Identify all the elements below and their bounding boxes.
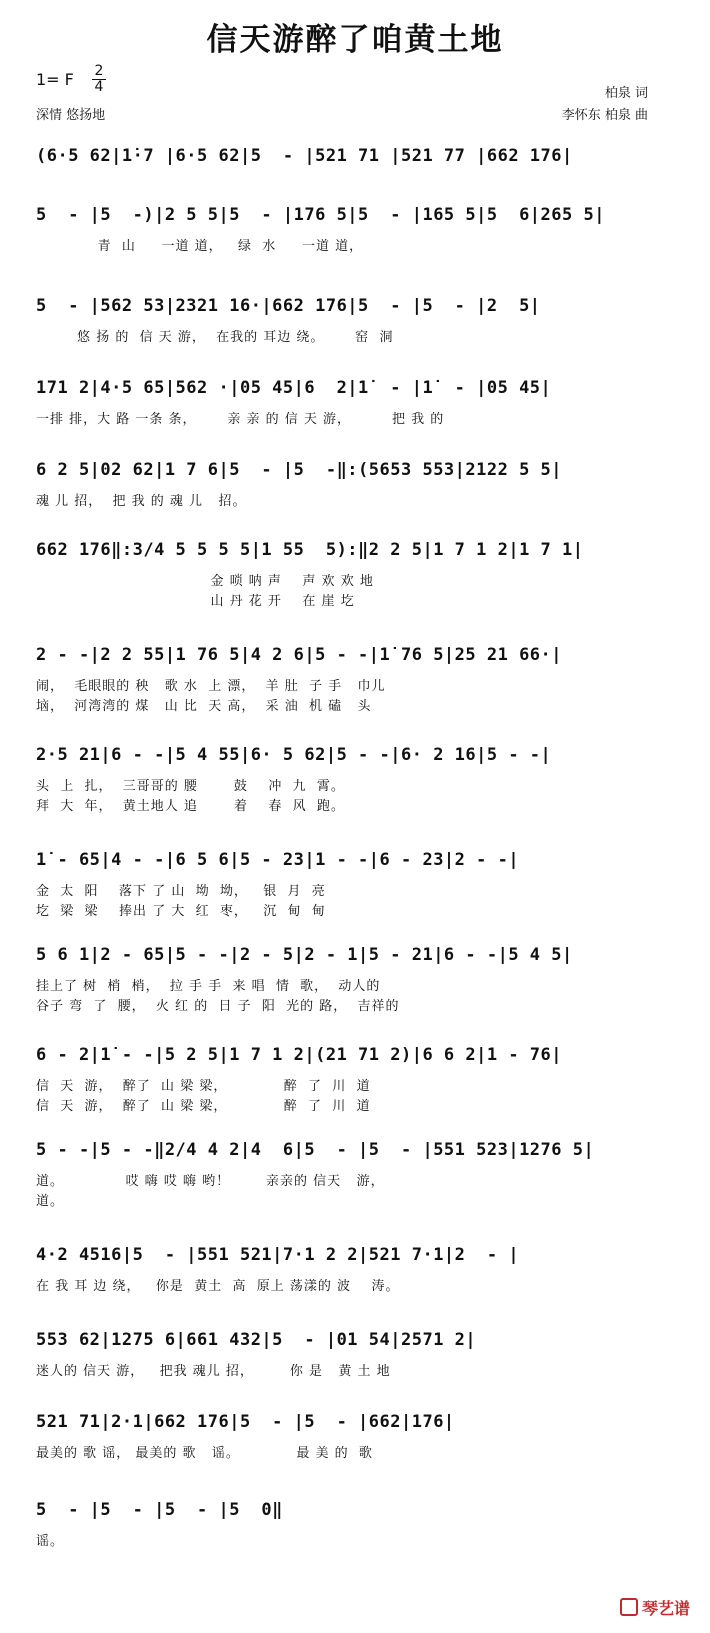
notation-line: 2 - -|2 2 55|1 76 5|4 2 6|5 - -|1̇ 76 5|25 21 66·|: [36, 645, 563, 665]
lyric-line: 道。: [36, 1194, 65, 1209]
key-signature: 1= F: [36, 70, 74, 89]
song-title: 信天游醉了咱黄土地: [206, 22, 504, 58]
lyric-line: 垴， 河湾湾的 煤 山 比 天 高， 采 油 机 磕 头: [36, 699, 372, 714]
notation-line: 521 71|2·1|662 176|5 - |5 - |662|176|: [36, 1412, 455, 1432]
lyric-line: 闹， 毛眼眼的 秧 歌 水 上 漂， 羊 肚 子 手 巾儿: [36, 679, 386, 694]
lyric-line: 一排 排，大 路 一条 条， 亲 亲 的 信 天 游， 把 我 的: [36, 412, 445, 427]
lyric-line: 最美的 歌 谣， 最美的 歌 谣。 最 美 的 歌: [36, 1446, 373, 1461]
time-signature: [92, 64, 106, 95]
notation-line: 5 - -|5 - -‖2/4 4 2|4 6|5 - |5 - |551 523|1276 5|: [36, 1140, 595, 1160]
lyric-line: 拜 大 年， 黄土地人 追 着 春 风 跑。: [36, 799, 345, 814]
time-numerator: 2: [94, 63, 104, 79]
time-denominator: 4: [92, 79, 106, 95]
site-logo: [620, 1596, 690, 1619]
lyricist: 柏泉 词: [604, 86, 648, 101]
composer: 李怀东 柏泉 曲: [561, 108, 648, 123]
lyric-line: 信 天 游， 醉了 山 梁 梁， 醉 了 川 道: [36, 1099, 371, 1114]
notation-line: 6 2 5|02 62|1 7 6|5 - |5 -‖:(5653 553|2122 5 5|: [36, 460, 563, 480]
lyric-line: 信 天 游， 醉了 山 梁 梁， 醉 了 川 道: [36, 1079, 371, 1094]
logo-icon: [620, 1598, 638, 1616]
lyric-line: 谣。: [36, 1534, 65, 1549]
lyric-line: 山 丹 花 开 在 崖 圪: [36, 594, 355, 609]
lyric-line: 圪 梁 梁 捧出 了 大 红 枣， 沉 甸 甸: [36, 904, 326, 919]
notation-line: 5 - |5 - |5 - |5 0‖: [36, 1500, 283, 1520]
lyric-line: 青 山 一道 道， 绿 水 一道 道，: [36, 239, 364, 254]
notation-line: 6 - 2|1̇ - -|5 2 5|1 7 1 2|(21 71 2)|6 6 2|1 - 76|: [36, 1045, 563, 1065]
notation-line: 1̇ - 65|4 - -|6 5 6|5 - 23|1 - -|6 - 23|2 - -|: [36, 850, 520, 870]
lyric-line: 谷子 弯 了 腰， 火 红 的 日 子 阳 光的 路， 吉祥的: [36, 999, 400, 1014]
notation-line: 5 - |562 53|2321 16·|662 176|5 - |5 - |2 5|: [36, 296, 541, 316]
notation-line: 5 6 1|2 - 65|5 - -|2 - 5|2 - 1|5 - 21|6 - -|5 4 5|: [36, 945, 573, 965]
lyric-line: 魂 儿 招， 把 我 的 魂 儿 招。: [36, 494, 247, 509]
lyric-line: 挂上了 树 梢 梢， 拉 手 手 来 唱 情 歌， 动人的: [36, 979, 381, 994]
lyric-line: 悠 扬 的 信 天 游， 在我的 耳边 绕。 窑 洞: [36, 330, 394, 345]
lyric-line: 在 我 耳 边 绕， 你是 黄土 高 原上 荡漾的 波 涛。: [36, 1279, 400, 1294]
lyric-line: 迷人的 信天 游， 把我 魂儿 招， 你 是 黄 土 地: [36, 1364, 391, 1379]
lyric-line: 道。 哎 嗨 哎 嗨 哟！ 亲亲的 信天 游，: [36, 1174, 385, 1189]
tempo-marking: 深情 悠扬地: [36, 108, 106, 123]
notation-line: 553 62|1275 6|661 432|5 - |01 54|2571 2|: [36, 1330, 477, 1350]
notation-line: 2·5 21|6 - -|5 4 55|6· 5 62|5 - -|6· 2 16|5 - -|: [36, 745, 552, 765]
notation-line: 662 176‖:3/4 5 5 5 5|1 55 5):‖2 2 5|1 7 1 2|1 7 1|: [36, 540, 584, 560]
lyric-line: 金 太 阳 落下 了 山 坳 坳， 银 月 亮: [36, 884, 326, 899]
lyric-line: 头 上 扎， 三哥哥的 腰 鼓 冲 九 霄。: [36, 779, 345, 794]
lyric-line: 金 唢 呐 声 声 欢 欢 地: [36, 574, 374, 589]
logo-text: 琴艺谱: [641, 1599, 690, 1618]
notation-line: 4·2 4516|5 - |551 521|7·1 2 2|521 7·1|2 - |: [36, 1245, 520, 1265]
notation-line: 5 - |5 -)|2 5 5|5 - |176 5|5 - |165 5|5 6|265 5|: [36, 205, 605, 225]
notation-line: (6·5 62|1̇·7 |6·5 62|5 - |521 71 |521 77 |662 176|: [36, 146, 573, 166]
notation-line: 171 2|4·5 65|562 ·|05 45|6 2|1̇ - |1̇ - |05 45|: [36, 378, 552, 398]
